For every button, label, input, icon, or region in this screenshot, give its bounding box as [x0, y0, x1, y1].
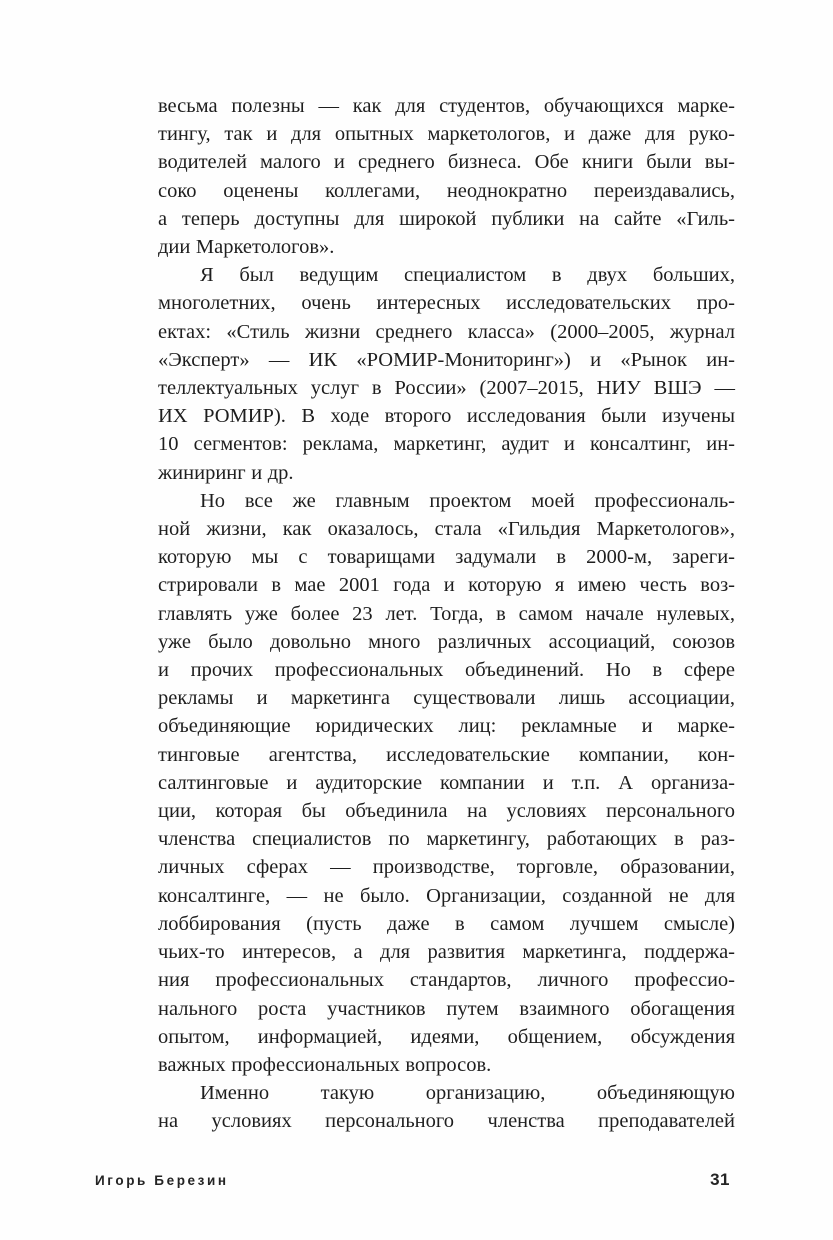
text-line: теллектуальных услуг в России» (2007–2015, НИУ ВШЭ — — [158, 377, 735, 400]
text-line: ной жизни, как оказалось, стала «Гильдия Маркетологов», — [158, 518, 735, 541]
text-line: Я был ведущим специалистом в двух больших, — [200, 264, 735, 287]
text-line: весьма полезны — как для студентов, обучающихся марке- — [158, 95, 735, 117]
page-footer — [95, 1170, 730, 1190]
paragraph — [158, 487, 735, 1079]
text-line: которую мы с товарищами задумали в 2000-м, зареги- — [158, 546, 735, 569]
text-line: опытом, информацией, идеями, общением, обсуждения — [158, 1025, 735, 1048]
text-line: многолетних, очень интересных исследовательских про- — [158, 292, 735, 315]
text-line: водителей малого и среднего бизнеса. Обе книги были вы- — [158, 151, 735, 174]
text-line: соко оценены коллегами, неоднократно переиздавались, — [158, 179, 735, 202]
body-text — [158, 92, 735, 1136]
text-line: ектах: «Стиль жизни среднего класса» (2000–2005, журнал — [158, 320, 735, 343]
text-line: членства специалистов по маркетингу, работающих в раз- — [158, 828, 735, 851]
paragraph — [158, 1079, 735, 1135]
text-line: лоббирования (пусть даже в самом лучшем смысле) — [158, 912, 735, 935]
text-line: жиниринг и др. — [158, 461, 294, 484]
text-line: тингу, так и для опытных маркетологов, и даже для руко- — [158, 123, 735, 146]
text-line: личных сферах — производстве, торговле, образовании, — [158, 856, 735, 879]
text-line: объединяющие юридических лиц: рекламные и марке- — [158, 715, 735, 738]
text-line: рекламы и маркетинга существовали лишь ассоциации, — [158, 687, 735, 710]
text-line: и прочих профессиональных объединений. Но в сфере — [158, 659, 735, 682]
text-line: на условиях персонального членства преподавателей — [158, 1110, 735, 1133]
text-line: ния профессиональных стандартов, личного профессио- — [158, 969, 735, 992]
text-line: главлять уже более 23 лет. Тогда, в самом начале нулевых, — [158, 602, 735, 625]
text-line: уже было довольно много различных ассоциаций, союзов — [158, 630, 735, 653]
text-line: дии Маркетологов». — [158, 236, 335, 259]
paragraph — [158, 92, 735, 261]
text-line: ИХ РОМИР). В ходе второго исследования были изучены — [158, 405, 735, 428]
text-line: чьих-то интересов, а для развития маркетинга, поддержа- — [158, 941, 735, 964]
text-line: важных профессиональных вопросов. — [158, 1053, 492, 1076]
text-line: ции, которая бы объединила на условиях персонального — [158, 800, 735, 823]
page-number: 31 — [710, 1170, 730, 1189]
text-line: 10 сегментов: реклама, маркетинг, аудит и консалтинг, ин- — [158, 433, 735, 456]
text-line: Именно такую организацию, объединяющую — [200, 1082, 735, 1105]
text-line: стрировали в мае 2001 года и которую я имею честь воз- — [158, 574, 735, 597]
text-line: нального роста участников путем взаимного обогащения — [158, 997, 735, 1020]
text-line: Но все же главным проектом моей профессиональ- — [200, 489, 735, 512]
paragraph — [158, 261, 735, 487]
text-line: салтинговые и аудиторские компании и т.п. А организа- — [158, 771, 735, 794]
text-line: консалтинге, — не было. Организации, созданной не для — [158, 884, 735, 907]
text-line: тинговые агентства, исследовательские компании, кон- — [158, 743, 735, 766]
running-footer-author: Игорь Березин — [95, 1173, 229, 1188]
text-line: «Эксперт» — ИК «РОМИР-Мониторинг») и «Рынок ин- — [158, 348, 735, 371]
text-line: а теперь доступны для широкой публики на сайте «Гиль- — [158, 207, 735, 230]
